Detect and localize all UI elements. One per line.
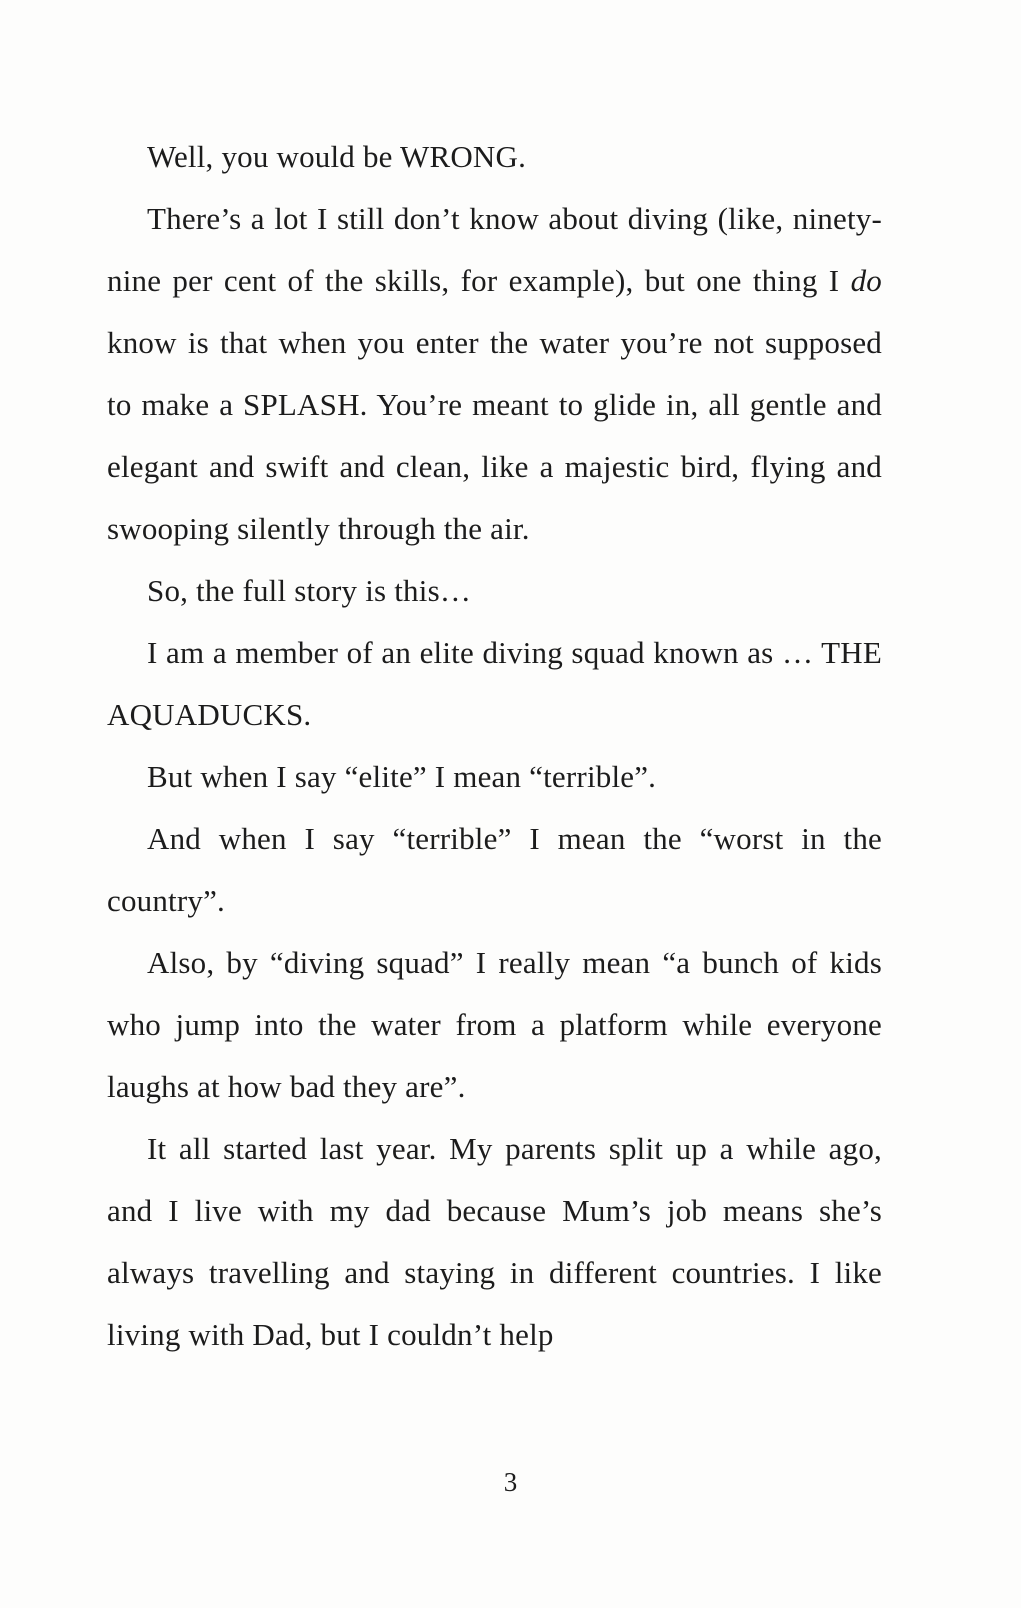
paragraph [107,622,882,746]
text-segment: So, the full story is this… [147,573,472,608]
paragraph [107,188,882,560]
text-segment: I am a member of an elite diving squad known as … THE AQUADUCKS. [107,635,882,732]
text-segment: And when I say “terrible” I mean the “worst in the country”. [107,821,882,918]
italic-text-segment: do [850,263,882,298]
paragraph [107,126,882,188]
text-segment: Well, you would be WRONG. [147,139,527,174]
paragraph [107,932,882,1118]
text-segment: Also, by “diving squad” I really mean “a bunch of kids who jump into the water from a platform while everyone laughs at how bad they are”. [107,945,882,1104]
text-segment: There’s a lot I still don’t know about diving (like, ninety-nine per cent of the skills, for example), but one thing I [107,201,882,298]
paragraph [107,1118,882,1366]
text-segment: But when I say “elite” I mean “terrible”. [147,759,657,794]
body-text [107,126,882,1366]
text-segment: know is that when you enter the water you’re not supposed to make a SPLASH. You’re meant to glide in, all gentle and elegant and swift and clean, like a majestic bird, flying and swooping silently through the air. [107,325,882,546]
paragraph [107,560,882,622]
page-number: 3 [503,1467,518,1497]
paragraph [107,746,882,808]
paragraph [107,808,882,932]
text-segment: It all started last year. My parents split up a while ago, and I live with my dad because Mum’s job means she’s always travelling and staying in different countries. I like living with Dad, but I couldn’t help [107,1131,882,1352]
